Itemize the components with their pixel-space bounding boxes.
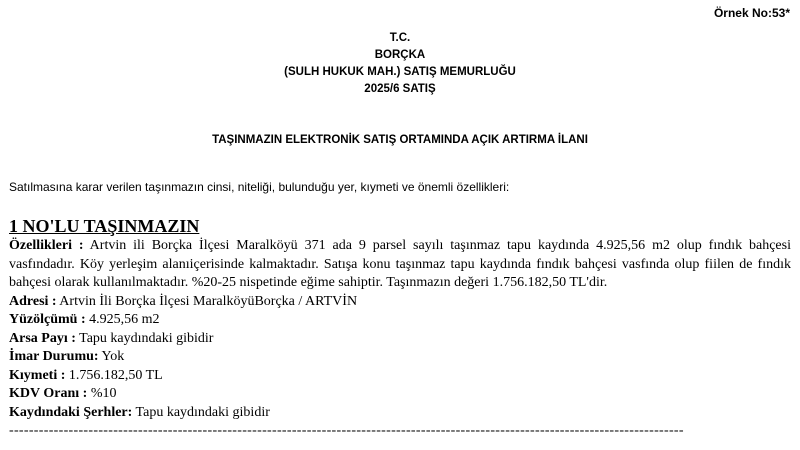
address-label: Adresi :	[9, 293, 57, 309]
encumbrance-label: Kaydındaki Şerhler:	[9, 404, 133, 420]
property-address	[9, 293, 791, 312]
property-vat-rate	[9, 385, 791, 404]
separator-line: ----------------------------------------------------------------------------------------------------------------------------------------	[9, 423, 684, 438]
share-label: Arsa Payı :	[9, 330, 76, 346]
address-value: Artvin İli Borçka İlçesi MaralköyüBorçka / ARTVİN	[56, 293, 358, 309]
document-header	[0, 30, 800, 98]
encumbrance-value: Tapu kaydındaki gibidir	[132, 404, 270, 420]
features-value: Artvin ili Borçka İlçesi Maralköyü 371 ada 9 parsel sayılı taşınmaz tapu kaydında 4.925,56 m2 olup fındık bahçesi vasfındadır. Köy yerleşim alanıiçerisinde kalmaktadır. Satışa konu taşınmaz tapu kaydında fındık bahçesi vasfında olup fiilen de fındık bahçesi olarak kullanılmaktadır. %20-25 nispetinde eğime sahiptir. Taşınmazın değeri 1.756.182,50 TL'dir.	[9, 238, 791, 290]
property-title: 1 NO'LU TAŞINMAZIN	[9, 216, 200, 236]
header-tc: T.C.	[389, 32, 411, 44]
property-value	[9, 367, 791, 386]
share-value: Tapu kaydındaki gibidir	[75, 330, 214, 346]
vat-value: %10	[87, 386, 117, 401]
property-features	[9, 237, 791, 293]
announcement-title: TAŞINMAZIN ELEKTRONİK SATIŞ ORTAMINDA AÇIK ARTIRMA İLANI	[212, 134, 588, 146]
value-label: Kıymeti :	[9, 367, 66, 383]
property-zoning	[9, 348, 791, 367]
document-number: Örnek No:53*	[713, 6, 790, 20]
vat-label: KDV Oranı :	[9, 386, 88, 401]
intro-text: Satılmasına karar verilen taşınmazın cinsi, niteliği, bulunduğu yer, kıymeti ve önemli özellikleri:	[9, 180, 510, 194]
property-area	[9, 311, 791, 330]
header-office: (SULH HUKUK MAH.) SATIŞ MEMURLUĞU	[284, 66, 516, 78]
features-label: Özellikleri :	[9, 238, 84, 253]
header-file-number: 2025/6 SATIŞ	[364, 83, 436, 95]
area-value: 4.925,56 m2	[85, 312, 160, 327]
header-court-location: BORÇKA	[374, 49, 426, 61]
zoning-label: İmar Durumu:	[9, 349, 99, 364]
value-amount: 1.756.182,50 TL	[65, 367, 163, 383]
property-encumbrances	[9, 404, 791, 423]
area-label: Yüzölçümü :	[9, 312, 86, 327]
property-land-share	[9, 330, 791, 349]
property-section	[9, 215, 791, 441]
zoning-value: Yok	[98, 349, 125, 364]
